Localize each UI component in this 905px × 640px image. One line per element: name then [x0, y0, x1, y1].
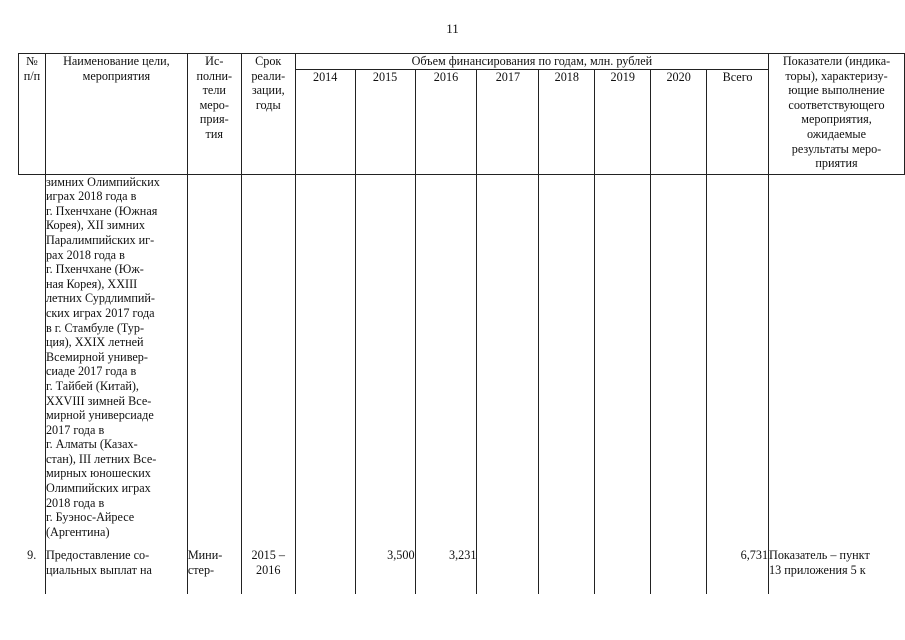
program-activities-table — [18, 53, 905, 594]
cell-period: 2015 – 2016 — [241, 539, 295, 594]
table-row-9 — [19, 539, 905, 594]
cell-indicator-empty — [769, 174, 905, 539]
cell-indicator: Показатель – пункт 13 приложения 5 к — [769, 539, 905, 594]
cell-executors-empty — [187, 174, 241, 539]
cell-2018-empty — [539, 174, 595, 539]
cell-2014-empty — [295, 174, 355, 539]
cell-period-empty — [241, 174, 295, 539]
cell-2017-empty — [477, 174, 539, 539]
header-total: Всего — [707, 69, 769, 174]
cell-name: Предоставление со- циальных выплат на — [45, 539, 187, 594]
header-year-2015: 2015 — [355, 69, 415, 174]
cell-num-empty — [19, 174, 46, 539]
header-funding-title: Объем финансирования по годам, млн. рублей — [295, 54, 768, 70]
table-header-row — [19, 54, 905, 70]
header-num: № п/п — [19, 54, 46, 175]
cell-2019 — [595, 539, 651, 594]
cell-2016: 3,231 — [415, 539, 477, 594]
header-year-2020: 2020 — [651, 69, 707, 174]
cell-2015: 3,500 — [355, 539, 415, 594]
cell-total: 6,731 — [707, 539, 769, 594]
cell-name-continued: зимних Олимпийских играх 2018 года в г. Пхенчхане (Южная Корея), XII зимних Паралимпийских иг- рах 2018 года в г. Пхенчхане (Юж- ная Корея), XXIII летних Сурдлимпий- ских играх 2017 года в г. Стамбуле (Тур- ция), XXIX летней Всемирной универ- сиаде 2017 года в г. Тайбей (Китай), XXVIII зимней Все- мирной универсиаде 2017 года в г. Алматы (Казах- стан), III летних Все- мирных юношеских Олимпийских играх 2018 года в г. Буэнос-Айресе (Аргентина) — [45, 174, 187, 539]
header-year-2017: 2017 — [477, 69, 539, 174]
cell-total-empty — [707, 174, 769, 539]
header-executors: Ис- полни- тели меро- прия- тия — [187, 54, 241, 175]
cell-2015-empty — [355, 174, 415, 539]
header-year-2019: 2019 — [595, 69, 651, 174]
header-indicators: Показатели (индика- торы), характеризу- ющие выполнение соответствующего мероприятия, ожидаемые результаты меро- приятия — [769, 54, 905, 175]
cell-2016-empty — [415, 174, 477, 539]
page-number: 11 — [446, 21, 459, 36]
cell-2020-empty — [651, 174, 707, 539]
cell-2018 — [539, 539, 595, 594]
header-year-2016: 2016 — [415, 69, 477, 174]
cell-executors: Мини- стер- — [187, 539, 241, 594]
header-year-2014: 2014 — [295, 69, 355, 174]
header-name: Наименование цели, мероприятия — [45, 54, 187, 175]
table-row-continued — [19, 174, 905, 539]
cell-num: 9. — [19, 539, 46, 594]
cell-2020 — [651, 539, 707, 594]
cell-2017 — [477, 539, 539, 594]
cell-2014 — [295, 539, 355, 594]
cell-2019-empty — [595, 174, 651, 539]
header-period: Срок реали- зации, годы — [241, 54, 295, 175]
header-year-2018: 2018 — [539, 69, 595, 174]
